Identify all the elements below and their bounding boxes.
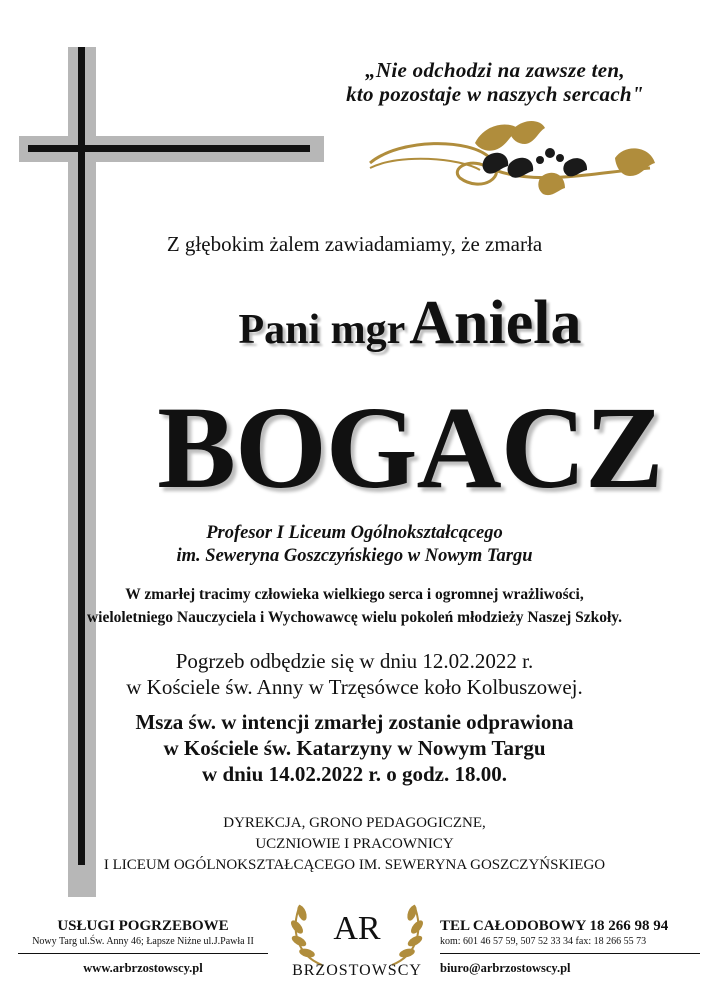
logo-name: BRZOSTOWSCY [292,962,422,979]
logo-initials: AR [333,910,381,947]
cross-horizontal-beam [28,145,310,152]
given-name: Aniela [409,289,582,357]
signers-line-2: UCZNIOWIE I PRACOWNICY [255,836,454,852]
signers-block [0,813,709,876]
deceased-name-line [150,288,670,359]
footer-left-divider [18,953,268,954]
mass-line-3: w dniu 14.02.2022 r. o godz. 18.00. [202,762,507,786]
role-block [0,522,709,568]
surname: BOGACZ [157,382,663,513]
footer-right-divider [440,953,700,954]
email-link[interactable]: biuro@arbrzostowscy.pl [440,961,571,975]
mass-line-1: Msza św. w intencji zmarłej zostanie odprawiona [135,710,574,734]
role-line-2: im. Seweryna Goszczyńskiego w Nowym Targu [176,546,533,566]
memorial-quote [300,58,690,106]
tribute-line-1: W zmarłej tracimy człowieka wielkiego serca i ogromnej wrażliwości, [125,586,584,603]
intro-text: Z głębokim żalem zawiadamiamy, że zmarła [166,232,543,256]
quote-line-1: „Nie odchodzi na zawsze ten, [365,58,625,82]
footer-right [440,918,700,976]
quote-line-2: kto pozostaje w naszych sercach" [346,82,644,106]
phone-24h: TEL CAŁODOBOWY 18 266 98 94 [440,918,669,934]
leaf-ornament-icon [360,118,660,208]
tribute-line-2: wieloletniego Nauczyciela i Wychowawcę wielu pokoleń młodzieży Naszej Szkoły. [86,609,623,626]
funeral-services-title: USŁUGI POGRZEBOWE [57,918,229,934]
funeral-line-2: w Kościele św. Anny w Trzęsówce koło Kolbuszowej. [126,675,583,699]
mass-info [0,709,709,787]
role-line-1: Profesor I Liceum Ogólnokształcącego [206,523,503,543]
footer-left [18,918,268,976]
honorific: Pani mgr [238,307,406,353]
funeral-info [0,648,709,700]
website-link[interactable]: www.arbrzostowscy.pl [83,961,203,975]
funeral-services-address: Nowy Targ ul.Św. Anny 46; Łapsze Niżne ul.J.Pawła II [32,936,254,947]
signers-line-3: I LICEUM OGÓLNOKSZTAŁCĄCEGO IM. SEWERYNA GOSZCZYŃSKIEGO [103,857,606,873]
tribute-block [0,583,709,629]
mass-line-2: w Kościele św. Katarzyny w Nowym Targu [163,736,546,760]
signers-line-1: DYREKCJA, GRONO PEDAGOGICZNE, [223,815,486,831]
funeral-line-1: Pogrzeb odbędzie się w dniu 12.02.2022 r. [175,649,534,673]
phone-list: kom: 601 46 57 59, 507 52 33 34 fax: 18 266 55 73 [440,936,647,947]
